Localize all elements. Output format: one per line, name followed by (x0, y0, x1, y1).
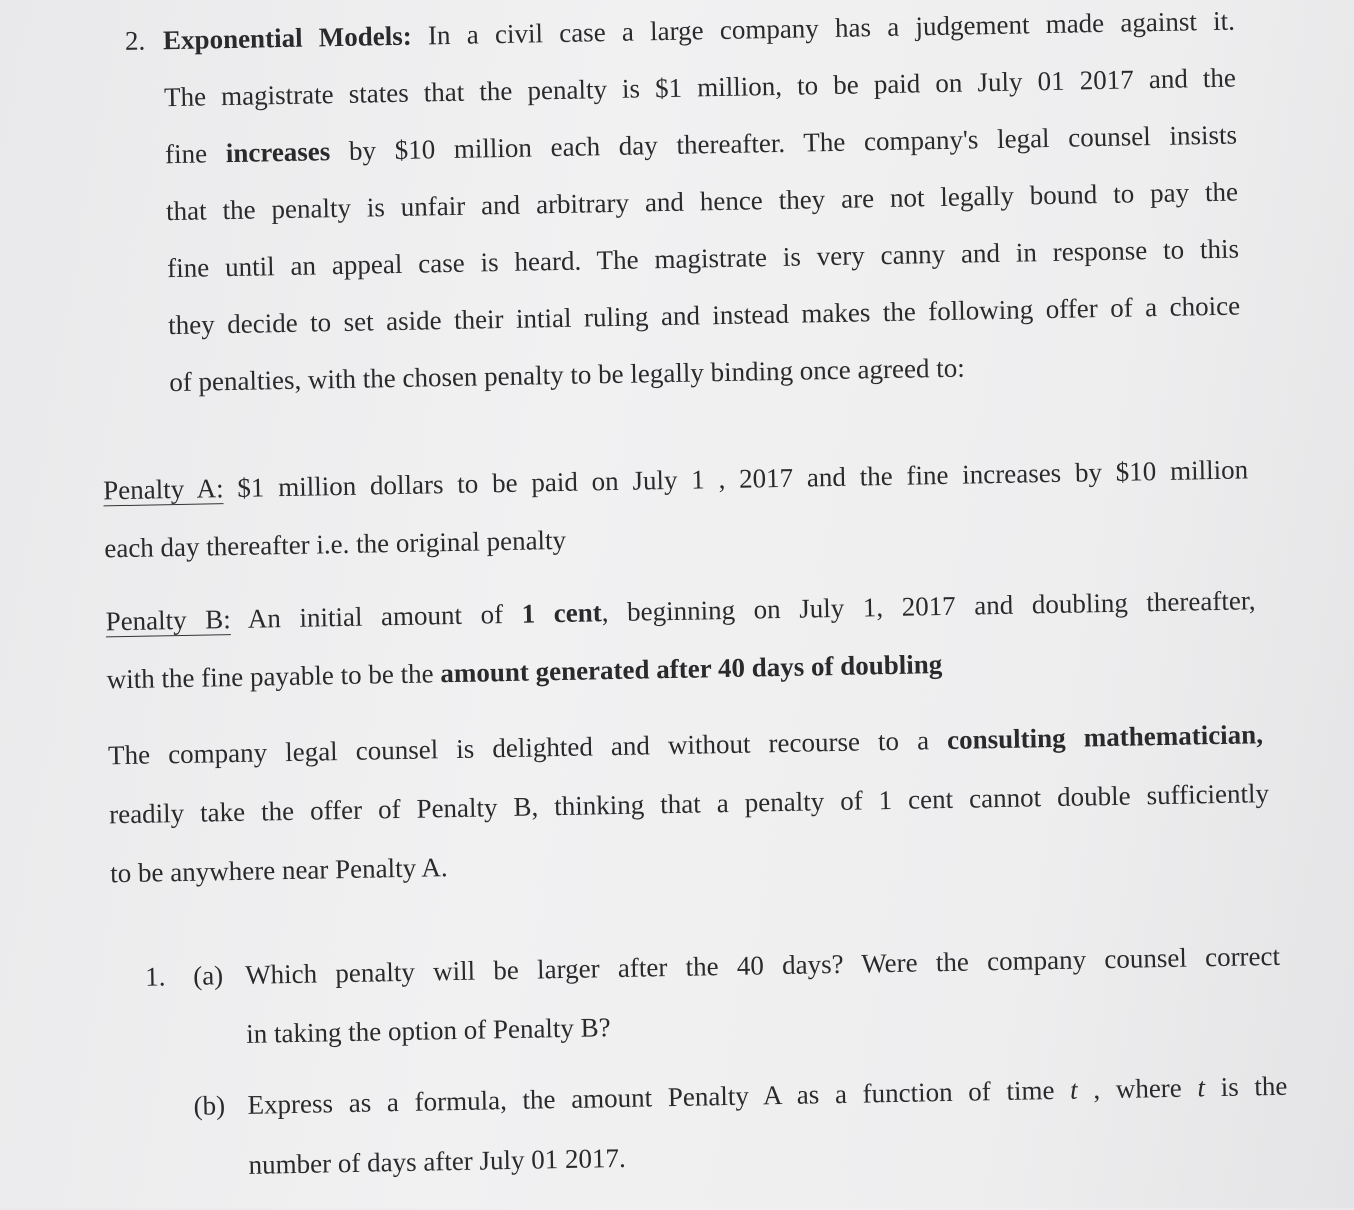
question-number: 1. (144, 961, 166, 992)
text-segment: to be anywhere near Penalty A. (109, 852, 448, 889)
bold-text: Exponential Models: (162, 20, 413, 56)
problem-line (166, 177, 1238, 227)
problem-line (163, 6, 1235, 56)
problem-line (168, 291, 1240, 341)
text-segment: The magistrate states that the penalty is $1 million, to be paid on July 01 2017 and the (163, 62, 1237, 113)
text-segment: An initial amount of (230, 598, 522, 635)
text-segment: In a civil case a large company has a judgement made against it. (411, 5, 1236, 51)
question-a-line (245, 941, 1280, 990)
counsel-line (110, 852, 448, 888)
bold-text: amount generated after 40 days of doubling (440, 649, 943, 689)
problem-line (167, 234, 1239, 284)
question-b-label: (b) (193, 1090, 226, 1121)
text-segment: that the penalty is unfair and arbitrary and hence they are not legally bound to pay the (165, 176, 1239, 227)
text-segment: they decide to set aside their intial ruling and instead makes the following offer of a choice (167, 290, 1241, 341)
text-segment: fine (164, 138, 227, 170)
text-segment: readily take the offer of Penalty B, thinking that a penalty of 1 cent cannot double sufficiently (108, 778, 1270, 830)
question-a-line (246, 1012, 611, 1049)
text-segment: each day thereafter i.e. the original penalty (104, 524, 567, 564)
penalty-a-line (103, 454, 1248, 505)
text-segment: is the (1204, 1070, 1288, 1103)
counsel-line (109, 778, 1269, 829)
text-segment: by $10 million each day thereafter. The company's legal counsel insists (329, 119, 1238, 167)
question-b-line (248, 1143, 626, 1180)
math-variable: t (1197, 1072, 1206, 1103)
bold-text: consulting mathematician, (946, 719, 1264, 755)
text-segment: with the fine payable to be the (106, 658, 441, 695)
bold-text: increases (225, 136, 331, 169)
problem-line (164, 63, 1236, 113)
problem-line (165, 120, 1237, 170)
counsel-line (108, 719, 1263, 770)
problem-line (169, 353, 965, 398)
text-segment: Express as a formula, the amount Penalty A as a function of time (247, 1074, 1071, 1120)
text-segment: Which penalty will be larger after the 40 days? Were the company counsel correct (244, 940, 1281, 990)
penalty-b-line (106, 649, 942, 694)
text-segment: , where (1077, 1072, 1198, 1105)
underlined-label: Penalty A: (102, 473, 224, 506)
text-segment: in taking the option of Penalty B? (245, 1012, 611, 1049)
bold-text: 1 cent (521, 597, 602, 629)
text-segment: , beginning on July 1, 2017 and doubling thereafter, (601, 585, 1256, 628)
text-segment: The company legal counsel is delighted and without recourse to a (107, 724, 948, 771)
problem-number: 2. (124, 25, 146, 56)
text-segment: of penalties, with the chosen penalty to be legally binding once agreed to: (169, 352, 965, 398)
underlined-label: Penalty B: (105, 604, 232, 637)
text-segment: $1 million dollars to be paid on July 1 , 2017 and the fine increases by $10 million (223, 454, 1249, 504)
text-segment: fine until an appeal case is heard. The magistrate is very canny and in response to this (166, 233, 1240, 284)
question-a-label: (a) (192, 960, 224, 991)
question-b-line (247, 1071, 1287, 1120)
math-variable: t (1069, 1074, 1078, 1105)
penalty-b-line (105, 585, 1255, 636)
penalty-a-line (104, 525, 566, 563)
text-segment: number of days after July 01 2017. (248, 1142, 627, 1180)
